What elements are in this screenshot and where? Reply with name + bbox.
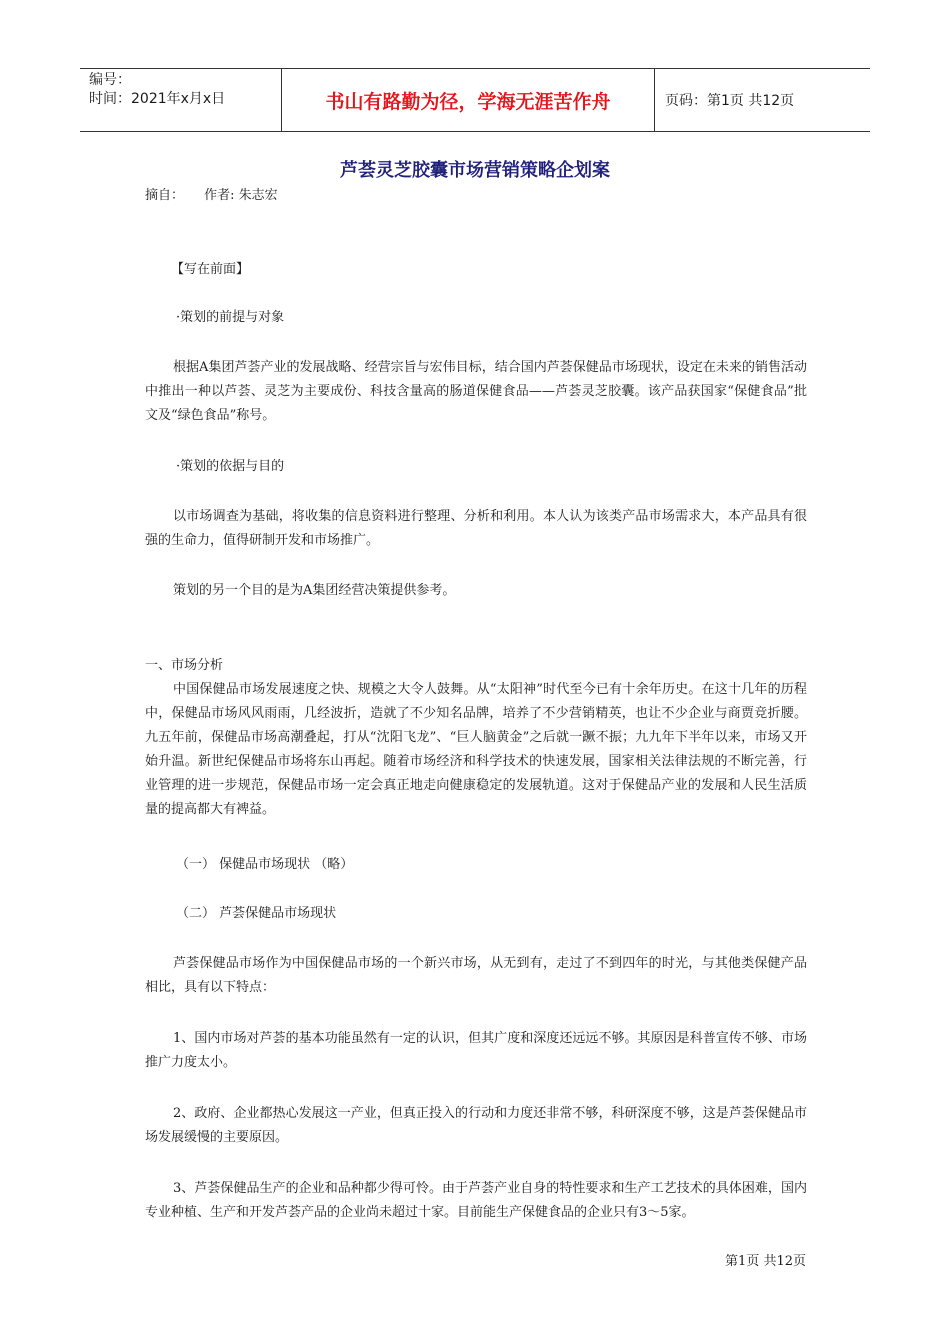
source-label: 摘自： — [145, 188, 185, 203]
header-info-cell — [80, 69, 281, 131]
author-label: 作者: 朱志宏 — [204, 188, 278, 203]
market-heading: 一、市场分析 — [145, 658, 224, 673]
market-paragraph: 中国保健品市场发展速度之快、规模之大令人鼓舞。从“太阳神”时代至今已有十余年历史。在这十几年的历程中，保健品市场风风雨雨，几经波折，造就了不少知名品牌，培养了不少营销精英，也让不少企业与商贾竞折腰。九五年前，保健品市场高潮叠起，打从“沈阳飞龙”、“巨人脑黄金”之后就一蹶不振；九九年下半年以来，市场又开始升温。新世纪保健品市场将东山再起。随着市场经济和科学技术的快速发展，国家相关法律法规的不断完善，行业管理的进一步规范，保健品市场一定会真正地走向健康稳定的发展轨道。这对于保健品产业的发展和人民生活质量的提高都大有裨益。 — [145, 682, 807, 817]
subsection-1-heading: （一） 保健品市场现状 （略） — [176, 857, 354, 872]
meta-line — [145, 184, 294, 203]
point-2-paragraph: 2、政府、企业都热心发展这一产业，但真正投入的行动和力度还非常不够，科研深度不够，这是芦荟保健品市场发展缓慢的主要原因。 — [145, 1106, 807, 1145]
header-table — [80, 68, 870, 132]
purpose-paragraph: 策划的另一个目的是为A集团经营决策提供参考。 — [173, 583, 456, 598]
subsection-2-heading: （二） 芦荟保健品市场现状 — [176, 906, 337, 921]
motto: 书山有路勤为径，学海无涯苦作舟 — [281, 69, 655, 131]
aloe-market-paragraph: 芦荟保健品市场作为中国保健品市场的一个新兴市场，从无到有，走过了不到四年的时光，与其他类保健产品相比，具有以下特点： — [145, 956, 807, 995]
time-label: 时间：2021年x月x日 — [89, 91, 226, 107]
premise-heading: ·策划的前提与对象 — [176, 310, 285, 325]
page-info: 页码：第1页 共12页 — [665, 93, 795, 109]
document-title: 芦荟灵芝胶囊市场营销策略企划案 — [340, 160, 610, 181]
basis-paragraph: 以市场调查为基础，将收集的信息资料进行整理、分析和利用。本人认为该类产品市场需求大，本产品具有很强的生命力，值得研制开发和市场推广。 — [145, 509, 807, 548]
basis-heading: ·策划的依据与目的 — [176, 459, 285, 474]
foreword-heading: 【写在前面】 — [171, 262, 250, 277]
page-footer: 第1页 共12页 — [725, 1254, 806, 1269]
premise-paragraph: 根据A集团芦荟产业的发展战略、经营宗旨与宏伟目标，结合国内芦荟保健品市场现状，设定在未来的销售活动中推出一种以芦荟、灵芝为主要成份、科技含量高的肠道保健食品——芦荟灵芝胶囊。该产品获国家“保健食品”批文及“绿色食品”称号。 — [145, 360, 807, 423]
number-label: 编号： — [89, 72, 131, 88]
point-3-paragraph: 3、芦荟保健品生产的企业和品种都少得可怜。由于芦荟产业自身的特性要求和生产工艺技术的具体困难，国内专业种植、生产和开发芦荟产品的企业尚未超过十家。目前能生产保健食品的企业只有3～5家。 — [145, 1181, 807, 1220]
point-1-paragraph: 1、国内市场对芦荟的基本功能虽然有一定的认识，但其广度和深度还远远不够。其原因是科普宣传不够、市场推广力度太小。 — [145, 1031, 807, 1070]
